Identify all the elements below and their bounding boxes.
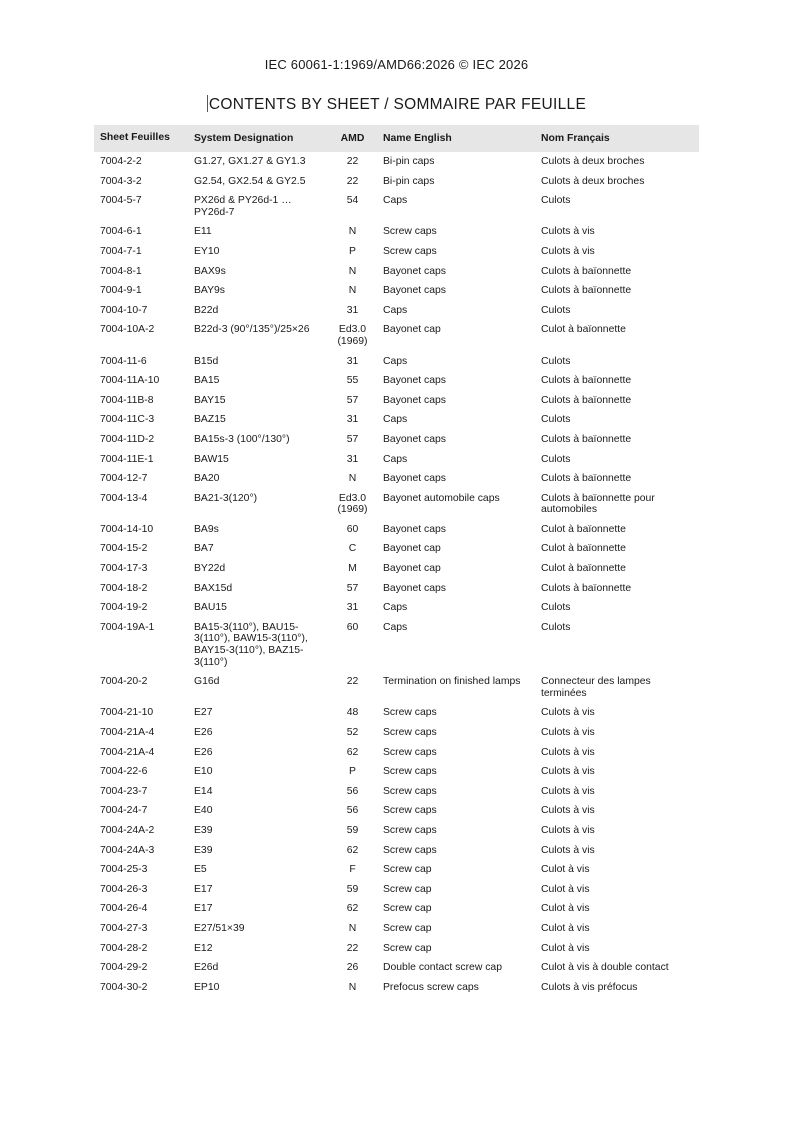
cell-name-english: Double contact screw cap: [383, 962, 502, 974]
cell-name-english: Bayonet cap: [383, 563, 441, 575]
table-row: [94, 958, 699, 978]
cell-sheet: 7004-14-10: [100, 523, 154, 535]
cell-name-french: Culot à vis: [541, 903, 590, 915]
cell-name-french: Culot à vis: [541, 883, 590, 895]
cell-system-designation: E14: [194, 785, 213, 797]
cell-name-english: Bayonet caps: [383, 265, 446, 277]
cell-name-english: Screw caps: [383, 707, 437, 719]
cell-amd: N: [348, 922, 357, 934]
cell-name-english: Bayonet caps: [383, 394, 446, 406]
cell-name-french: Culots à baïonnette: [541, 375, 632, 387]
cell-amd: Ed3.0 (1969): [337, 324, 368, 347]
cell-amd: 60: [346, 523, 359, 535]
cell-sheet: 7004-28-2: [100, 942, 148, 954]
cell-sheet: 7004-11-6: [100, 355, 147, 367]
cell-name-english: Bayonet automobile caps: [383, 492, 500, 504]
table-row: [94, 320, 699, 351]
cell-amd: 48: [346, 707, 359, 719]
cell-sheet: 7004-11D-2: [100, 433, 155, 445]
cell-amd: 56: [346, 805, 359, 817]
cell-name-english: Prefocus screw caps: [383, 981, 479, 993]
cell-name-french: Culot à baïonnette: [541, 523, 626, 535]
cell-name-french: Culots à deux broches: [541, 156, 645, 167]
cell-name-french: Culots à baïonnette: [541, 473, 632, 485]
cell-amd: 57: [346, 582, 359, 594]
cell-amd: 62: [346, 903, 359, 915]
cell-sheet: 7004-9-1: [100, 285, 142, 297]
table-row: [94, 919, 699, 939]
cell-system-designation: BA9s: [194, 523, 219, 535]
cell-name-english: Screw caps: [383, 766, 437, 778]
cell-name-french: Culots à vis: [541, 824, 595, 836]
cell-name-french: Culots à vis: [541, 785, 595, 797]
cell-sheet: 7004-29-2: [100, 962, 148, 974]
cell-amd: 52: [346, 727, 359, 738]
cell-system-designation: B22d: [194, 304, 219, 316]
table-row: [94, 880, 699, 900]
cell-name-english: Caps: [383, 355, 408, 367]
cell-name-english: Bayonet cap: [383, 543, 441, 555]
cell-sheet: 7004-12-7: [100, 473, 148, 485]
cell-amd: N: [348, 285, 357, 297]
cell-sheet: 7004-26-4: [100, 903, 148, 915]
cell-name-french: Culots: [541, 602, 571, 614]
cell-amd: M: [348, 563, 357, 575]
cell-sheet: 7004-18-2: [100, 582, 148, 594]
table-row: [94, 430, 699, 450]
document-reference: IEC 60061-1:1969/AMD66:2026 © IEC 2026: [264, 57, 529, 72]
contents-table: [94, 125, 699, 997]
cell-amd: 59: [346, 824, 359, 836]
cell-sheet: 7004-10A-2: [100, 324, 155, 336]
cell-system-designation: BA7: [194, 543, 214, 555]
cell-sheet: 7004-6-1: [100, 226, 142, 238]
cell-system-designation: BY22d: [194, 563, 226, 575]
table-row: [94, 352, 699, 372]
cell-name-french: Culots: [541, 195, 571, 207]
cell-name-french: Culots: [541, 621, 571, 633]
cell-sheet: 7004-25-3: [100, 864, 148, 876]
cell-name-french: Culot à baïonnette: [541, 324, 626, 336]
cell-system-designation: E12: [194, 942, 213, 954]
cell-name-english: Bayonet caps: [383, 473, 446, 485]
cell-name-french: Culots: [541, 304, 571, 316]
cell-amd: N: [348, 226, 357, 238]
text-cursor: [207, 95, 208, 112]
cell-name-english: Screw caps: [383, 746, 437, 758]
cell-amd: Ed3.0 (1969): [337, 492, 368, 516]
table-row: [94, 579, 699, 599]
cell-amd: 57: [346, 433, 359, 445]
table-row: [94, 841, 699, 861]
cell-amd: 22: [346, 175, 359, 187]
cell-name-english: Screw cap: [383, 883, 432, 895]
cell-amd: 60: [346, 621, 359, 633]
cell-amd: 31: [346, 355, 359, 367]
table-row: [94, 391, 699, 411]
cell-system-designation: BA15: [194, 375, 220, 387]
table-row: [94, 371, 699, 391]
cell-sheet: 7004-19-2: [100, 602, 148, 614]
table-row: [94, 762, 699, 782]
cell-system-designation: E27/51×39: [194, 922, 245, 934]
table-body: [94, 152, 699, 997]
cell-sheet: 7004-19A-1: [100, 621, 155, 633]
cell-name-french: Culots à vis préfocus: [541, 981, 638, 993]
cell-amd: N: [348, 473, 357, 485]
cell-system-designation: E26d: [194, 962, 219, 974]
page-title: [0, 95, 793, 114]
cell-sheet: 7004-21A-4: [100, 727, 155, 738]
cell-system-designation: E11: [194, 226, 212, 238]
table-row: [94, 801, 699, 821]
cell-system-designation: BA20: [194, 473, 220, 485]
cell-name-french: Culots à vis: [541, 805, 595, 817]
cell-sheet: 7004-3-2: [100, 175, 142, 187]
table-row: [94, 703, 699, 723]
cell-sheet: 7004-13-4: [100, 492, 148, 504]
cell-name-english: Caps: [383, 414, 408, 426]
cell-amd: P: [349, 245, 356, 257]
table-row: [94, 821, 699, 841]
cell-system-designation: E27: [194, 707, 213, 719]
cell-amd: 59: [346, 883, 359, 895]
cell-name-english: Screw caps: [383, 844, 437, 856]
cell-amd: P: [349, 766, 356, 778]
cell-name-french: Culots à vis: [541, 245, 595, 257]
cell-name-french: Culot à baïonnette: [541, 543, 626, 555]
cell-amd: 31: [346, 602, 359, 614]
cell-sheet: 7004-7-1: [100, 245, 142, 257]
cell-system-designation: G2.54, GX2.54 & GY2.5: [194, 175, 306, 187]
cell-amd: 22: [346, 156, 359, 167]
table-row: [94, 618, 699, 672]
column-header-sheet: Sheet Feuilles: [94, 125, 188, 152]
table-row: [94, 782, 699, 802]
cell-name-english: Bayonet caps: [383, 433, 446, 445]
cell-name-french: Culot à baïonnette: [541, 563, 626, 575]
cell-name-english: Bayonet caps: [383, 285, 446, 297]
cell-system-designation: E26: [194, 727, 213, 738]
cell-sheet: 7004-24A-3: [100, 844, 155, 856]
cell-sheet: 7004-30-2: [100, 981, 148, 993]
table-row: [94, 520, 699, 540]
table-row: [94, 262, 699, 282]
cell-name-english: Screw cap: [383, 903, 432, 915]
cell-name-french: Culots à baïonnette pour automobiles: [541, 492, 655, 516]
cell-system-designation: BAY15: [194, 394, 226, 406]
table-row: [94, 939, 699, 959]
cell-name-french: Culots à baïonnette: [541, 582, 632, 594]
table-header: [94, 125, 699, 152]
cell-name-french: Culots à vis: [541, 707, 595, 719]
cell-name-french: Connecteur des lampes terminées: [541, 676, 651, 699]
cell-system-designation: E17: [194, 883, 213, 895]
cell-sheet: 7004-2-2: [100, 156, 142, 167]
table-row: [94, 559, 699, 579]
table-row: [94, 301, 699, 321]
cell-sheet: 7004-10-7: [100, 304, 148, 316]
cell-sheet: 7004-24-7: [100, 805, 148, 817]
cell-name-english: Screw caps: [383, 805, 437, 817]
cell-sheet: 7004-27-3: [100, 922, 148, 934]
cell-name-english: Bayonet caps: [383, 582, 446, 594]
cell-name-english: Caps: [383, 195, 408, 207]
cell-system-designation: BA21-3(120°): [194, 492, 258, 504]
cell-system-designation: G1.27, GX1.27 & GY1.3: [194, 156, 306, 167]
table-row: [94, 743, 699, 763]
cell-name-french: Culots à baïonnette: [541, 394, 632, 406]
cell-sheet: 7004-15-2: [100, 543, 148, 555]
cell-system-designation: BAX9s: [194, 265, 226, 277]
cell-amd: 31: [346, 453, 359, 465]
cell-amd: N: [348, 265, 357, 277]
cell-amd: 57: [346, 394, 359, 406]
cell-name-english: Caps: [383, 602, 408, 614]
cell-sheet: 7004-11E-1: [100, 453, 154, 465]
cell-system-designation: EY10: [194, 245, 220, 257]
cell-system-designation: E17: [194, 903, 213, 915]
cell-name-english: Bi-pin caps: [383, 156, 435, 167]
cell-name-french: Culots: [541, 355, 571, 367]
column-header-name-french: Nom Français: [535, 125, 699, 152]
cell-sheet: 7004-24A-2: [100, 824, 155, 836]
cell-system-designation: BAZ15: [194, 414, 226, 426]
cell-amd: 54: [346, 195, 359, 207]
cell-system-designation: EP10: [194, 981, 220, 993]
cell-sheet: 7004-5-7: [100, 195, 142, 207]
cell-name-french: Culots à vis: [541, 766, 595, 778]
cell-name-french: Culot à vis à double contact: [541, 962, 669, 974]
cell-sheet: 7004-26-3: [100, 883, 148, 895]
cell-amd: F: [349, 864, 356, 876]
cell-name-english: Caps: [383, 304, 408, 316]
cell-name-french: Culot à vis: [541, 922, 590, 934]
cell-name-french: Culots à deux broches: [541, 175, 645, 187]
cell-name-french: Culots à baïonnette: [541, 265, 632, 277]
page-title-text: CONTENTS BY SHEET / SOMMAIRE PAR FEUILLE: [208, 96, 587, 113]
cell-amd: 31: [346, 414, 359, 426]
cell-amd: 55: [346, 375, 359, 387]
table-row: [94, 172, 699, 192]
cell-amd: 62: [346, 746, 359, 758]
cell-name-english: Screw caps: [383, 245, 437, 257]
table-row: [94, 489, 699, 520]
cell-name-english: Screw caps: [383, 824, 437, 836]
cell-sheet: 7004-23-7: [100, 785, 148, 797]
cell-amd: 22: [346, 676, 359, 688]
table-row: [94, 672, 699, 703]
cell-sheet: 7004-11A-10: [100, 375, 160, 387]
cell-amd: C: [348, 543, 357, 555]
cell-sheet: 7004-21-10: [100, 707, 154, 719]
table-row: [94, 469, 699, 489]
cell-amd: 26: [346, 962, 359, 974]
cell-sheet: 7004-17-3: [100, 563, 148, 575]
cell-amd: 62: [346, 844, 359, 856]
cell-system-designation: BAU15: [194, 602, 227, 614]
table-row: [94, 450, 699, 470]
cell-name-english: Bayonet caps: [383, 375, 446, 387]
cell-name-french: Culots à vis: [541, 727, 595, 738]
table-row: [94, 978, 699, 998]
cell-system-designation: BAX15d: [194, 582, 233, 594]
cell-system-designation: E39: [194, 844, 213, 856]
table-row: [94, 539, 699, 559]
cell-system-designation: E10: [194, 766, 213, 778]
table-row: [94, 899, 699, 919]
cell-name-french: Culots à baïonnette: [541, 285, 632, 297]
cell-name-english: Screw cap: [383, 922, 432, 934]
cell-name-english: Screw cap: [383, 864, 432, 876]
cell-amd: N: [348, 981, 357, 993]
cell-name-english: Bayonet caps: [383, 523, 446, 535]
cell-name-english: Screw caps: [383, 727, 437, 738]
cell-name-french: Culots à vis: [541, 844, 595, 856]
column-header-system: System Designation: [188, 125, 328, 152]
cell-sheet: 7004-21A-4: [100, 746, 155, 758]
cell-system-designation: BAY9s: [194, 285, 225, 297]
table-row: [94, 410, 699, 430]
table-row: [94, 222, 699, 242]
cell-system-designation: E5: [194, 864, 207, 876]
cell-name-english: Caps: [383, 453, 408, 465]
cell-name-french: Culots: [541, 414, 571, 426]
table-header-row: [94, 125, 699, 152]
cell-name-english: Caps: [383, 621, 408, 633]
cell-name-english: Screw cap: [383, 942, 432, 954]
cell-name-french: Culots à vis: [541, 226, 595, 238]
cell-system-designation: E26: [194, 746, 213, 758]
column-header-name-english: Name English: [377, 125, 535, 152]
cell-system-designation: E39: [194, 824, 213, 836]
cell-name-english: Screw caps: [383, 785, 437, 797]
table-row: [94, 598, 699, 618]
cell-amd: 22: [346, 942, 359, 954]
cell-system-designation: E40: [194, 805, 213, 817]
cell-sheet: 7004-20-2: [100, 676, 148, 688]
table-row: [94, 242, 699, 262]
cell-system-designation: B22d-3 (90°/135°)/25×26: [194, 324, 310, 336]
cell-name-french: Culots: [541, 453, 571, 465]
cell-name-english: Termination on finished lamps: [383, 676, 521, 688]
cell-name-french: Culots à vis: [541, 746, 595, 758]
cell-system-designation: BA15s-3 (100°/130°): [194, 433, 290, 445]
cell-name-french: Culot à vis: [541, 942, 590, 954]
table-row: [94, 281, 699, 301]
table-row: [94, 723, 699, 743]
cell-system-designation: BA15-3(110°), BAU15-3(110°), BAW15-3(110°), BAY15-3(110°), BAZ15-3(110°): [194, 621, 308, 668]
cell-system-designation: PX26d & PY26d-1 … PY26d-7: [194, 195, 292, 218]
cell-system-designation: BAW15: [194, 453, 229, 465]
cell-sheet: 7004-22-6: [100, 766, 148, 778]
table-row: [94, 860, 699, 880]
table-row: [94, 152, 699, 172]
cell-amd: 31: [346, 304, 359, 316]
cell-system-designation: B15d: [194, 355, 219, 367]
cell-sheet: 7004-11C-3: [100, 414, 155, 426]
column-header-amd: AMD: [328, 125, 377, 152]
table-row: [94, 191, 699, 222]
cell-name-french: Culots à baïonnette: [541, 433, 632, 445]
cell-sheet: 7004-11B-8: [100, 394, 154, 406]
cell-amd: 56: [346, 785, 359, 797]
cell-system-designation: G16d: [194, 676, 220, 688]
cell-name-english: Bayonet cap: [383, 324, 441, 336]
cell-name-english: Bi-pin caps: [383, 175, 435, 187]
cell-name-english: Screw caps: [383, 226, 437, 238]
cell-name-french: Culot à vis: [541, 864, 590, 876]
cell-sheet: 7004-8-1: [100, 265, 142, 277]
